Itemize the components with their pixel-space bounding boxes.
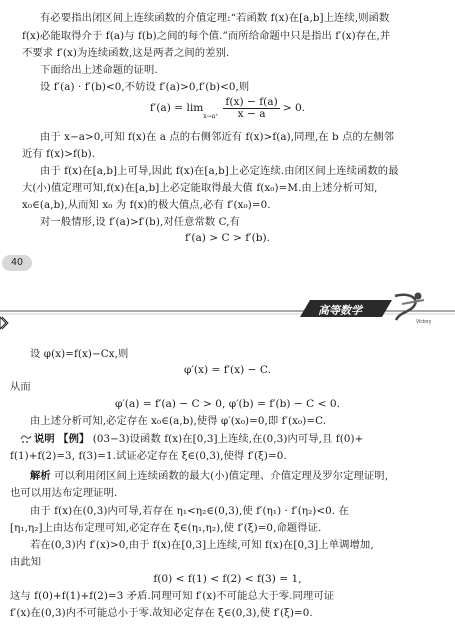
equation-phi: φ′(x) = f′(x) − C.: [184, 364, 271, 376]
text-line: x₀∈(a,b),从而知 x₀ 为 f(x)的极大值点,必有 f′(x₀)=0.: [22, 199, 271, 211]
text-line: 由于 f(x)在[a,b]上可导,因此 f(x)在[a,b]上必定连续.由闭区间上连续函数的最: [40, 165, 399, 177]
text-line: 由此知: [10, 556, 42, 568]
text-line: 不要求 f′(x)为连续函数,这是两者之间的差别.: [22, 47, 230, 59]
text-line: 近有 f(x)>f(b).: [22, 148, 96, 160]
text-line: 对一般情形,设 f′(a)>f′(b),对任意常数 C,有: [40, 216, 241, 228]
note-icon: [20, 434, 32, 444]
text-line: 由于 f(x)在(0,3)内可导,若存在 η₁<η₂∈(0,3),使 f′(η₁) · f′(η₂)<0. 在: [30, 505, 349, 517]
banner-title: 高等数学: [318, 304, 362, 317]
text-line: f(x)必能取得介于 f(a)与 f(b)之间的每个值.”而所给命题中只是指出 f′(x)存在,并: [22, 30, 391, 42]
text-line: 设 f′(a) · f′(b)<0,不妨设 f′(a)>0,f′(b)<0,则: [40, 81, 250, 93]
text-line: f(1)+f(2)=3, f(3)=1.试证必定存在 ξ∈(0,3),使得 f′(ξ)=0.: [10, 450, 287, 462]
text-line: 也可以用达布定理证明.: [10, 487, 118, 499]
text-line: 由上述分析可知,必定存在 x₀∈(a,b),使得 φ′(x₀)=0,即 f′(x₀)=C.: [30, 415, 327, 427]
equation-chain: f(0) < f(1) < f(2) < f(3) = 1,: [153, 573, 302, 585]
example-heading-line: [20, 433, 363, 445]
text-line: f′(x)在(0,3)内不可能总小于零.故知必定存在 ξ∈(0,3),使 f′(ξ)=0.: [10, 607, 313, 619]
analysis-line: [30, 470, 388, 482]
text-line: 这与 f(0)+f(1)+f(2)=3 矛盾.同理可知 f′(x)不可能总大于零.同理可证: [10, 590, 335, 602]
text-line: 设 φ(x)=f(x)−Cx,则: [30, 348, 129, 360]
equation-inequality: f′(a) > C > f′(b).: [185, 232, 270, 244]
text-line: 由于 x−a>0,可知 f(x)在 a 点的右侧邻近有 f(x)>f(a),同理,在 b 点的左侧邻: [40, 131, 395, 143]
analysis-text: 可以利用闭区间上连续函数的最大(小)值定理、介值定理及罗尔定理证明,: [54, 470, 389, 482]
book-header-banner: [0, 290, 455, 330]
equation-limit: f′(a) = lim x→a⁺ $\frac{f(x) - f(a)}{x - a}$ > 0.: [149, 95, 306, 120]
text-line: [η₁,η₂]上由达布定理可知,必定存在 ξ∈(η₁,η₂),使 f′(ξ)=0,命题得证.: [10, 522, 322, 534]
equation-phi-values: φ′(a) = f′(a) − C > 0, φ′(b) = f′(b) − C < 0.: [114, 398, 341, 410]
example-label: 【例】: [58, 433, 90, 445]
note-label: 说明: [34, 433, 55, 445]
example-text: (03−3)设函数 f(x)在[0,3]上连续,在(0,3)内可导,且 f(0)+: [92, 433, 364, 445]
text-line: 有必要指出闭区间上连续函数的介值定理:“若函数 f(x)在[a,b]上连续,则函数: [40, 12, 390, 24]
page-number: 40: [2, 255, 32, 271]
text-line: 从而: [10, 381, 31, 393]
text-line: 大(小)值定理可知,f(x)在[a,b]上必定能取得最大值 f(x₀)=M.由上述分析可知,: [22, 182, 378, 194]
text-line: 若在(0,3)内 f′(x)>0,由于 f(x)在[0,3]上连续,可知 f(x)在[0,3]上单调增加,: [30, 539, 374, 551]
analysis-label: 解析: [30, 470, 51, 482]
text-line: 下面给出上述命题的证明.: [40, 64, 158, 76]
svg-text:Victory: Victory: [416, 319, 432, 325]
